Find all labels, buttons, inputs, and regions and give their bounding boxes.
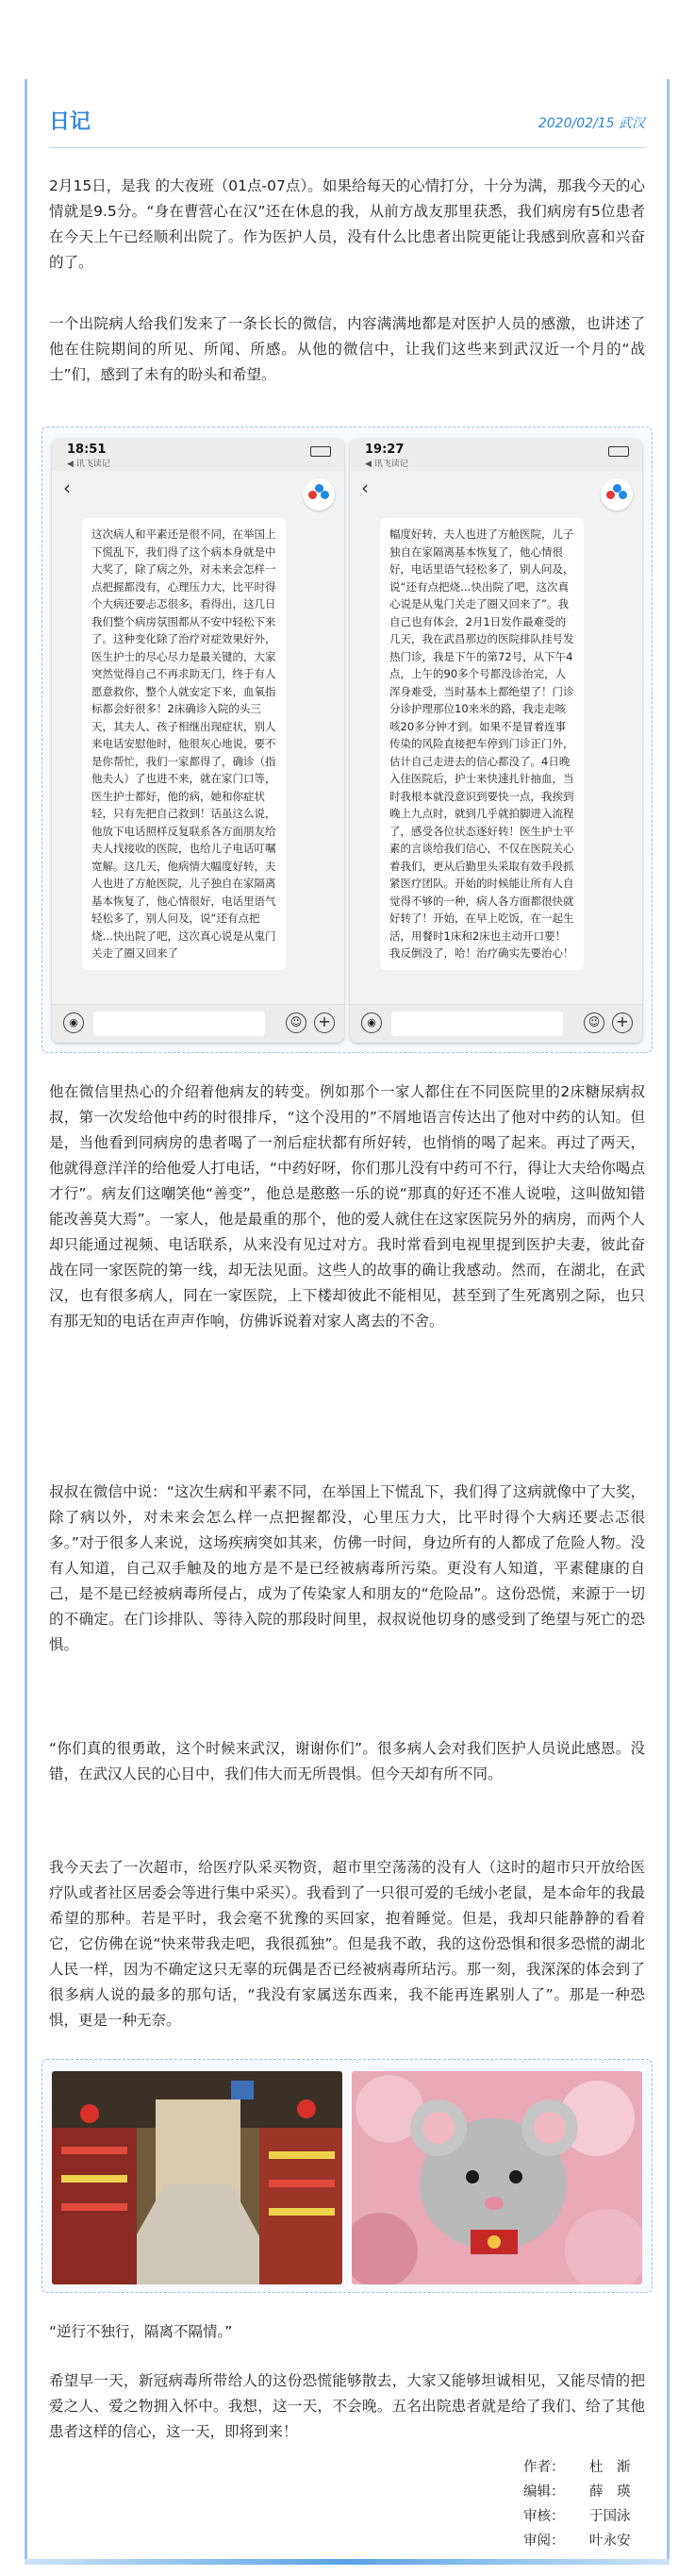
- battery-icon: [608, 446, 629, 457]
- emoji-icon[interactable]: ☺: [286, 1012, 306, 1033]
- photos-frame: [41, 2059, 653, 2293]
- back-arrow-icon[interactable]: ‹: [361, 477, 369, 499]
- credit-author: [457, 2455, 646, 2480]
- chat-nav: [350, 471, 642, 509]
- paragraph-4: 叔叔在微信中说：“这次生病和平素不同，在举国上下慌乱下，我们得了这病就像中了大奖，除了病以外，对未来会怎么样一点把握都没，心里压力大，比平时得个大病还要忐忑很多。”对于很多人来说，这场疾病突如其来，仿佛一时间，身边所有的人都成了危险人物。没有人知道，自己双手触及的地方是不是已经被病毒所污染。更没有人知道，平素健康的自己，是不是已经被病毒所侵占，成为了传染家人和朋友的“危险品”。这份恐慌，来源于一切的不确定。在门诊排队、等待入院的那段时间里，叔叔说他切身的感受到了绝望与死亡的恐惧。: [49, 1483, 645, 1653]
- paragraph-3: 他在微信里热心的介绍着他病友的转变。例如那个一家人都住在不同医院里的2床糖尿病叔叔，第一次发给他中药的时很排斥，“这个没用的”不屑地语言传达出了他对中药的认知。但是，当他看到同病房的患者喝了一剂后症状都有所好转，也悄悄的喝了起来。再过了两天，他就得意洋洋的给他爱人打电话，“中药好呀，你们那儿没有中药可不行，得让大夫给你喝点才行”。病友们这嘲笑他“善变”，他总是憨憨一乐的说“那真的好还不准人说啦，这叫做知错能改善莫大焉”。一家人，他是最重的那个，他的爱人就住在这家医院另外的病房，而两个人却只能通过视频、电话联系，从来没有见过对方。我时常看到电视里提到医护夫妻，彼此奋战在同一家医院的第一线，却无法见面。这些人的故事的确让我感动。然而，在湖北，在武汉，也有很多病人，同在一家医院，上下楼却彼此不能相见，甚至到了生死离别之际，也只有那无知的电话在声声作响，仿佛诉说着对家人离去的不舍。: [49, 1083, 645, 1330]
- credits-block: [457, 2455, 646, 2553]
- phone-screenshot-2: [350, 439, 642, 1043]
- chat-message-bubble: 这次病人和平素还是很不同，在举国上下慌乱下，我们得了这个病本身就是中大奖了，除了病之外，对未来会怎样一点把握都没有，心理压力大，比平时得个大病还要忐忑很多，看得出，这几日我们整个病房氛围都从不安中轻松下来了。这种变化除了治疗对症效果好外，医生护士的尽心尽力是最关键的，大家突然觉得自己不再求助无门，终于有人愿意救你，整个人就安定下来，血氧指标都会好很多！2床确诊入院的头三天，其夫人、孩子相继出现症状，别人来电话安慰他时，他很灰心地说，要不是你帮忙，我们一家都得了，确诊（指他夫人）了也进不来，就在家门口等，医生护士都好，他的病，她和你症状轻，只有先把自己救到！话虽这么说，他放下电话照样反复联系各方面朋友给夫人找接收的医院，也给儿子电话叮嘱宽解。这几天，他病情大幅度好转，夫人也进了方舱医院，儿子独自在家隔离基本恢复了，他心情很好，电话里语气轻松多了，别人问及，说“还有点把烧…快出院了吧，这次真心说是从鬼门关走了圈又回来了: [82, 518, 286, 970]
- paragraph-5: “你们真的很勇敢，这个时候来武汉，谢谢你们”。很多病人会对我们医护人员说此感恩。没错，在武汉人民的心目中，我们伟大而无所畏惧。但今天却有所不同。: [49, 1740, 645, 1782]
- diary-date-line: [538, 113, 645, 132]
- bottom-decoration-rule: [25, 2559, 670, 2565]
- phone-status-bar: [350, 439, 642, 471]
- plush-mouse-image: [352, 2071, 642, 2284]
- credit-value: 于国泳: [589, 2509, 631, 2524]
- credit-approver: [457, 2529, 646, 2553]
- diary-title: 日记: [49, 110, 91, 134]
- credit-reviewer: [457, 2504, 646, 2529]
- diary-location: 武汉: [619, 116, 645, 131]
- paragraph-6: 我今天去了一次超市，给医疗队采买物资，超市里空荡荡的没有人（这时的超市只开放给医疗队或者社区居委会等进行集中采买）。我看到了一只很可爱的毛绒小老鼠，是本命年的我最希望的那种。若是平时，我会毫不犹豫的买回家，抱着睡觉。但是，我却只能静静的看着它，它仿佛在说“快来带我走吧，我很孤独”。但是我不敢，我的这份恐惧和很多恐慌的湖北人民一样，因为不确定这只无辜的玩偶是否已经被病毒所玷污。那一刻，我深深的体会到了很多病人说的最多的那句话，“我没有家属送东西来，我不能再连累别人了”。那是一种恐惧，更是一种无奈。: [49, 1859, 645, 2029]
- paragraph-1: 2月15日，是我 的大夜班（01点-07点）。如果给每天的心情打分，十分为满，那我今天的心情就是9.5分。“身在曹营心在汉”还在休息的我，从前方战友那里获悉，我们病房有5位患者在今天上午已经顺利出院了。作为医护人员，没有什么比患者出院更能让我感到欣喜和兴奋的了。: [49, 177, 645, 271]
- chat-input-bar: [52, 1004, 344, 1043]
- credit-editor: [457, 2480, 646, 2504]
- plush-mouse-photo: [352, 2071, 642, 2284]
- chat-app-icon[interactable]: [303, 478, 335, 510]
- voice-icon[interactable]: ◉: [63, 1012, 84, 1033]
- credit-label: 审阅：: [523, 2534, 565, 2549]
- chat-input-field[interactable]: [391, 1012, 563, 1036]
- chat-nav: [52, 471, 344, 509]
- credit-label: 审核：: [523, 2509, 565, 2524]
- chat-input-field[interactable]: [93, 1012, 265, 1036]
- chat-message-bubble: 幅度好转，夫人也进了方舱医院，儿子独自在家隔离基本恢复了，他心情很好，电话里语气轻松多了，别人问及，说“还有点把烧…快出院了吧，这次真心说是从鬼门关走了圈又回来了”。我自己也有体会，2月1日发作最难受的几天，我在武昌那边的医院排队挂号发热门诊，我是下午的第72号，从下午4点，上午的90多个号都没诊治完，人浑身难受，当时基本上都绝望了！门诊分诊护理那位10来米的路，我走走咳咳20多分钟才到。如果不是冒着连事传染的风险直接把车停到门诊正门外，估计自己走进去的信心都没了。4日晚入住医院后，护士来快速扎针抽血，当时我根本就没意识到要快一点，我挨到晚上九点时，就到几乎就拍脚进入流程了，感受各位状态逐好转！医生护士平素的言谈给我们信心，不仅在医院关心着我们，更从后勤里头采取有效手段抓紧医疗团队。开始的时候能让所有人自觉得不够的一种，病人各方面都很快就好转了！开始，在早上吃饭，在一起生活，用餐时1床和2床也主动开口要！我反倒没了，哈！治疗确实先要治心！: [380, 518, 584, 970]
- paragraph-7: “逆行不独行，隔离不隔情。”: [49, 2323, 233, 2340]
- empty-supermarket-image: [52, 2071, 342, 2284]
- status-time: 19:27: [365, 443, 405, 457]
- credit-value: 薛 瑛: [589, 2484, 631, 2500]
- header-divider: [49, 147, 645, 148]
- back-arrow-icon[interactable]: ‹: [63, 477, 71, 499]
- chat-app-icon[interactable]: [601, 478, 633, 510]
- credit-label: 编辑：: [523, 2484, 565, 2500]
- paragraph-2: 一个出院病人给我们发来了一条长长的微信，内容满满地都是对医护人员的感激，也讲述了他在住院期间的所见、所闻、所感。从他的微信中，让我们这些来到武汉近一个月的“战士”们，感到了未有的盼头和希望。: [49, 315, 645, 383]
- voice-icon[interactable]: ◉: [361, 1012, 382, 1033]
- status-carrier: ◀ 讯飞读记: [365, 460, 408, 469]
- diary-date: 2020/02/15: [538, 116, 615, 131]
- credit-value: 杜 渐: [589, 2460, 631, 2475]
- supermarket-photo: [52, 2071, 342, 2284]
- battery-icon: [310, 446, 331, 457]
- status-carrier: ◀ 讯飞读记: [67, 460, 110, 469]
- chat-input-bar: [350, 1004, 642, 1043]
- emoji-icon[interactable]: ☺: [584, 1012, 604, 1033]
- diary-header: [49, 102, 645, 140]
- phone-screenshot-1: [52, 439, 344, 1043]
- credit-value: 叶永安: [589, 2534, 631, 2549]
- paragraph-8: 希望早一天，新冠病毒所带给人的这份恐慌能够散去，大家又能够坦诚相见，又能尽情的把爱之人、爱之物拥入怀中。我想，这一天，不会晚。五名出院患者就是给了我们、给了其他患者这样的信心，这一天，即将到来！: [49, 2372, 645, 2440]
- plus-icon[interactable]: +: [612, 1012, 633, 1033]
- phone-status-bar: [52, 439, 344, 471]
- status-time: 18:51: [67, 443, 107, 457]
- credit-label: 作者：: [523, 2460, 565, 2475]
- screenshots-frame: [41, 427, 653, 1053]
- plus-icon[interactable]: +: [314, 1012, 335, 1033]
